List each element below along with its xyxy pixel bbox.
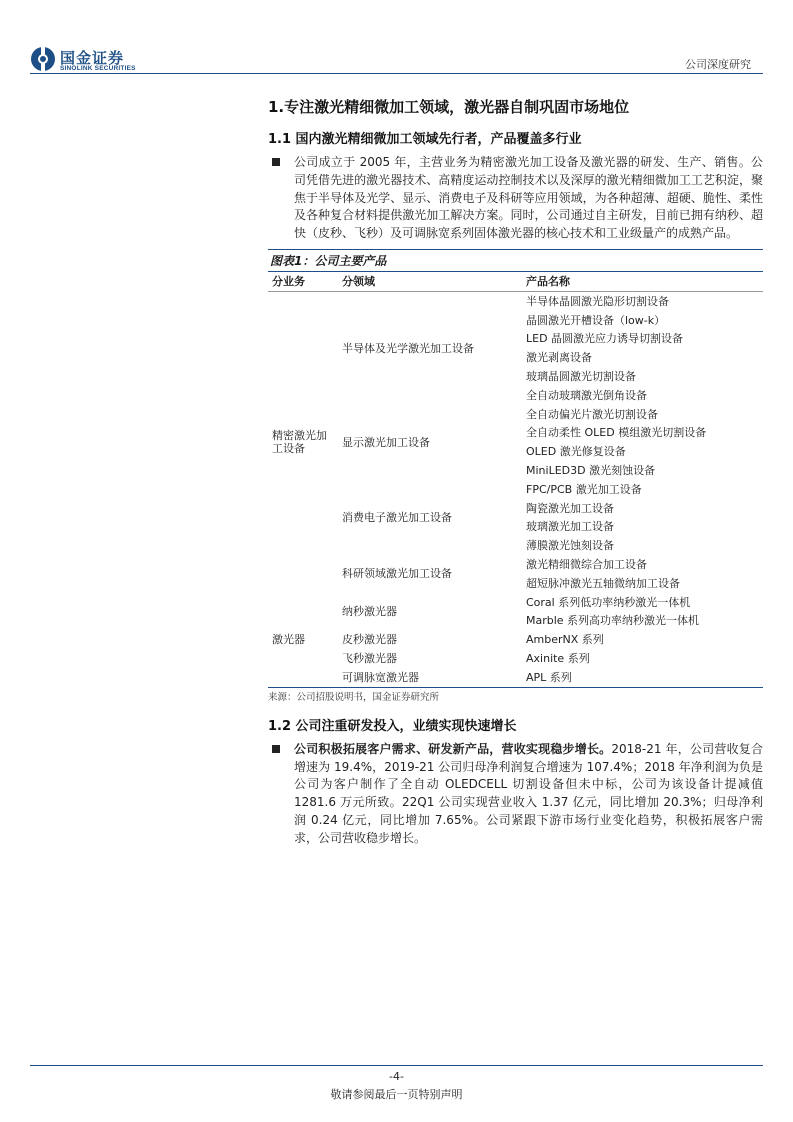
logo-english-name: SINOLINK SECURITIES [60, 65, 136, 72]
figure-title: 图表1：公司主要产品 [268, 249, 763, 272]
paragraph-lead: 公司积极拓展客户需求、研发新产品，营收实现稳步增长。 [294, 741, 612, 756]
subsection-title-1-1: 1.1 国内激光精细微加工领域先行者，产品覆盖多行业 [268, 132, 582, 147]
table-row [268, 405, 763, 424]
product-cell: 陶瓷激光加工设备 [526, 501, 614, 515]
section-title: 1.专注激光精细微加工领域，激光器自制巩固市场地位 [268, 98, 630, 116]
product-cell: 晶圆激光开槽设备（low-k） [526, 313, 666, 327]
paragraph-growth [268, 741, 763, 848]
product-cell: 全自动偏光片激光切割设备 [526, 407, 658, 421]
paragraph-company-intro [268, 154, 763, 243]
domain-cell: 飞秒激光器 [342, 652, 397, 666]
main-content [268, 96, 763, 848]
domain-cell: 消费电子激光加工设备 [342, 511, 452, 525]
product-cell: 半导体晶圆激光隐形切割设备 [526, 294, 669, 308]
paragraph-text: 2018-21 年，公司营收复合增速为 19.4%，2019-21 公司归母净利润复合增速为 107.4%；2018 年净利润为负是公司为客户制作了全自动 OLEDCELL 切割设备但未中标，公司为该设备计提减值 1281.6 万元所致。22Q1 公司实现营业收入 1.37 亿元，同比增加 20.3%；归母净利润 0.24 亿元，同比增加 7.65%。公司紧跟下游市场行业变化趋势，积极拓展客户需求，公司营收稳步增长。 [294, 741, 763, 845]
product-cell: 全自动柔性 OLED 模组激光切割设备 [526, 426, 707, 440]
footer-divider [30, 1065, 763, 1066]
table-row [268, 480, 763, 499]
figure-source: 来源：公司招股说明书，国金证券研究所 [268, 691, 440, 703]
product-cell: 超短脉冲激光五轴微纳加工设备 [526, 576, 680, 590]
domain-cell: 可调脉宽激光器 [342, 670, 419, 684]
business-cell: 精密激光加工设备 [272, 429, 327, 456]
header-divider [30, 73, 763, 74]
footer-disclaimer: 敬请参阅最后一页特别声明 [330, 1088, 463, 1101]
product-cell: 薄膜激光蚀刻设备 [526, 539, 614, 553]
table-row [268, 555, 763, 574]
table-row [268, 291, 763, 310]
business-cell: 激光器 [272, 633, 305, 647]
table-header-row [268, 272, 763, 292]
bullet-square-icon [272, 158, 280, 166]
column-header: 分领域 [338, 272, 522, 292]
table-row [268, 593, 763, 612]
bullet-square-icon [272, 745, 280, 753]
product-cell: OLED 激光修复设备 [526, 445, 626, 459]
page-header [0, 0, 793, 80]
product-cell: Axinite 系列 [526, 652, 590, 666]
product-cell: 玻璃晶圆激光切割设备 [526, 370, 636, 384]
product-cell: AmberNX 系列 [526, 633, 604, 647]
products-table-body [268, 291, 763, 686]
product-cell: LED 晶圆激光应力诱导切割设备 [526, 332, 684, 346]
column-header: 分业务 [268, 272, 338, 292]
domain-cell: 皮秒激光器 [342, 633, 397, 647]
paragraph-text: 公司成立于 2005 年，主营业务为精密激光加工设备及激光器的研发、生产、销售。公司凭借先进的激光器技术、高精度运动控制技术以及深厚的激光精细微加工工艺积淀，聚焦于半导体及光学、显示、消费电子及科研等应用领域，为各种超薄、超硬、脆性、柔性及各种复合材料提供激光加工解决方案。同时，公司通过自主研发，目前已拥有纳秒、超快（皮秒、飞秒）及可调脉宽系列固体激光器的核心技术和工业级量产的成熟产品。 [294, 155, 763, 241]
table-row [268, 668, 763, 687]
domain-cell: 科研领域激光加工设备 [342, 567, 452, 581]
product-cell: 激光剥离设备 [526, 351, 592, 365]
table-row [268, 649, 763, 668]
table-bottom-rule [268, 687, 763, 688]
sinolink-logo-icon [30, 46, 56, 72]
table-row [268, 630, 763, 649]
domain-cell: 显示激光加工设备 [342, 435, 430, 449]
logo-chinese-name: 国金证券 [60, 49, 125, 67]
product-cell: APL 系列 [526, 670, 572, 684]
products-table [268, 272, 763, 687]
column-header: 产品名称 [522, 272, 763, 292]
product-cell: MiniLED3D 激光刻蚀设备 [526, 464, 656, 478]
report-type: 公司深度研究 [685, 58, 751, 71]
domain-cell: 纳秒激光器 [342, 605, 397, 619]
product-cell: Marble 系列高功率纳秒激光一体机 [526, 614, 700, 628]
subsection-title-1-2: 1.2 公司注重研发投入，业绩实现快速增长 [268, 718, 517, 734]
product-cell: FPC/PCB 激光加工设备 [526, 482, 642, 496]
product-cell: 全自动玻璃激光倒角设备 [526, 388, 647, 402]
page-number: -4- [389, 1070, 404, 1083]
product-cell: 激光精细微综合加工设备 [526, 558, 647, 572]
domain-cell: 半导体及光学激光加工设备 [342, 341, 474, 355]
product-cell: 玻璃激光加工设备 [526, 520, 614, 534]
product-cell: Coral 系列低功率纳秒激光一体机 [526, 595, 691, 609]
